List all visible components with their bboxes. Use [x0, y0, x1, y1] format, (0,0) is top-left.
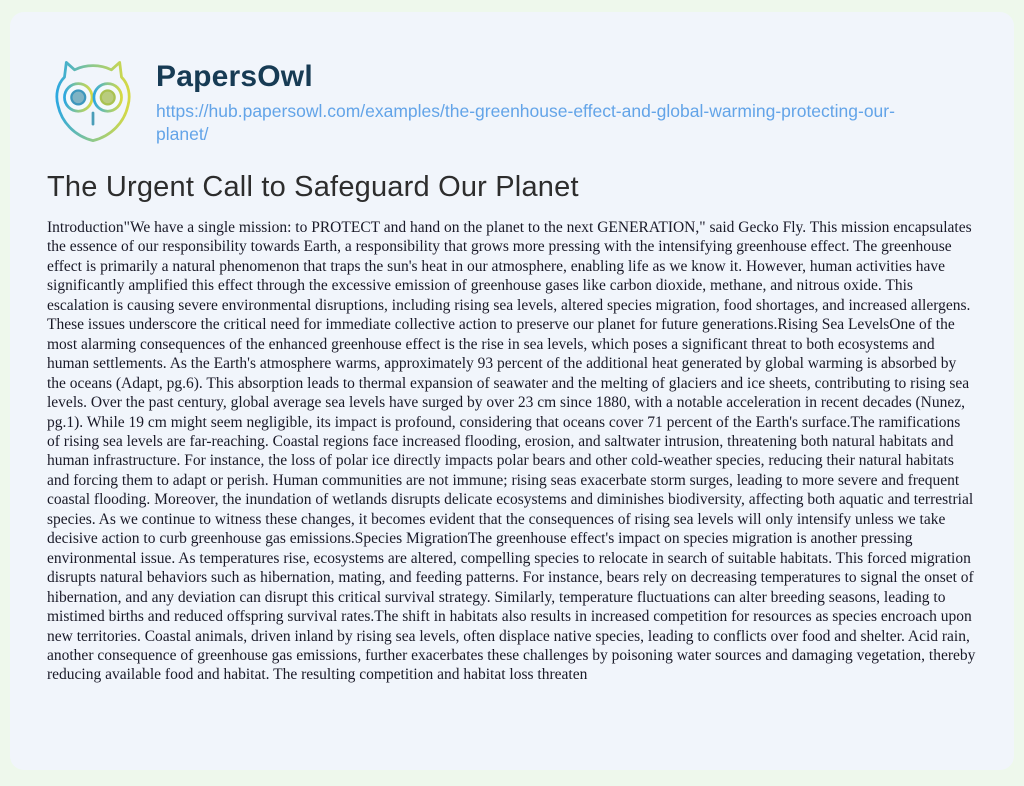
brand-block	[156, 56, 946, 146]
owl-icon	[47, 56, 139, 148]
site-header	[47, 56, 977, 148]
article-body-text: Introduction"We have a single mission: to PROTECT and hand on the planet to the next GENERATION," said Gecko Fly. This mission encapsulates the essence of our responsibility towards Earth, a responsibility that grows more pressing with the intensifying greenhouse effect. The greenhouse effect is primarily a natural phenomenon that traps the sun's heat in our atmosphere, enabling life as we know it. However, human activities have significantly amplified this effect through the excessive emission of greenhouse gases like carbon dioxide, methane, and nitrous oxide. This escalation is causing severe environmental disruptions, including rising sea levels, altered species migration, food shortages, and increased allergens. These issues underscore the critical need for immediate collective action to preserve our planet for future generations.Rising Sea LevelsOne of the most alarming consequences of the enhanced greenhouse effect is the rise in sea levels, which poses a significant threat to both ecosystems and human settlements. As the Earth's atmosphere warms, approximately 93 percent of the additional heat generated by global warming is absorbed by the oceans (Adapt, pg.6). This absorption leads to thermal expansion of seawater and the melting of glaciers and ice sheets, contributing to rising sea levels. Over the past century, global average sea levels have surged by over 23 cm since 1880, with a notable acceleration in recent decades (Nunez, pg.1). While 19 cm might seem negligible, its impact is profound, considering that oceans cover 71 percent of the Earth's surface.The ramifications of rising sea levels are far-reaching. Coastal regions face increased flooding, erosion, and saltwater intrusion, threatening both natural habitats and human infrastructure. For instance, the loss of polar ice directly impacts polar bears and other cold-weather species, reducing their natural habitats and forcing them to adapt or perish. Human communities are not immune; rising seas exacerbate storm surges, leading to more severe and frequent coastal flooding. Moreover, the inundation of wetlands disrupts delicate ecosystems and diminishes biodiversity, affecting both aquatic and terrestrial species. As we continue to witness these changes, it becomes evident that the consequences of rising sea levels will only intensify unless we take decisive action to curb greenhouse gas emissions.Species MigrationThe greenhouse effect's impact on species migration is another pressing environmental issue. As temperatures rise, ecosystems are altered, compelling species to relocate in search of suitable habitats. This forced migration disrupts natural behaviors such as hibernation, mating, and feeding patterns. For instance, bears rely on decreasing temperatures to signal the onset of hibernation, and any deviation can disrupt this critical survival strategy. Similarly, temperature fluctuations can alter breeding seasons, leading to mistimed births and reduced offspring survival rates.The shift in habitats also results in increased competition for resources as species encroach upon new territories. Coastal animals, driven inland by rising sea levels, often displace native species, leading to conflicts over food and shelter. Acid rain, another consequence of greenhouse gas emissions, further exacerbates these challenges by poisoning water sources and damaging vegetation, thereby reducing available food and habitat. The resulting competition and habitat loss threaten	[47, 219, 976, 684]
document-card	[10, 12, 1014, 770]
brand-name: PapersOwl	[156, 60, 313, 93]
source-url-link[interactable]: https://hub.papersowl.com/examples/the-greenhouse-effect-and-global-warming-protecting-our-planet/	[156, 101, 895, 144]
article-title: The Urgent Call to Safeguard Our Planet	[47, 171, 579, 203]
papersowl-logo-icon[interactable]	[47, 56, 139, 148]
